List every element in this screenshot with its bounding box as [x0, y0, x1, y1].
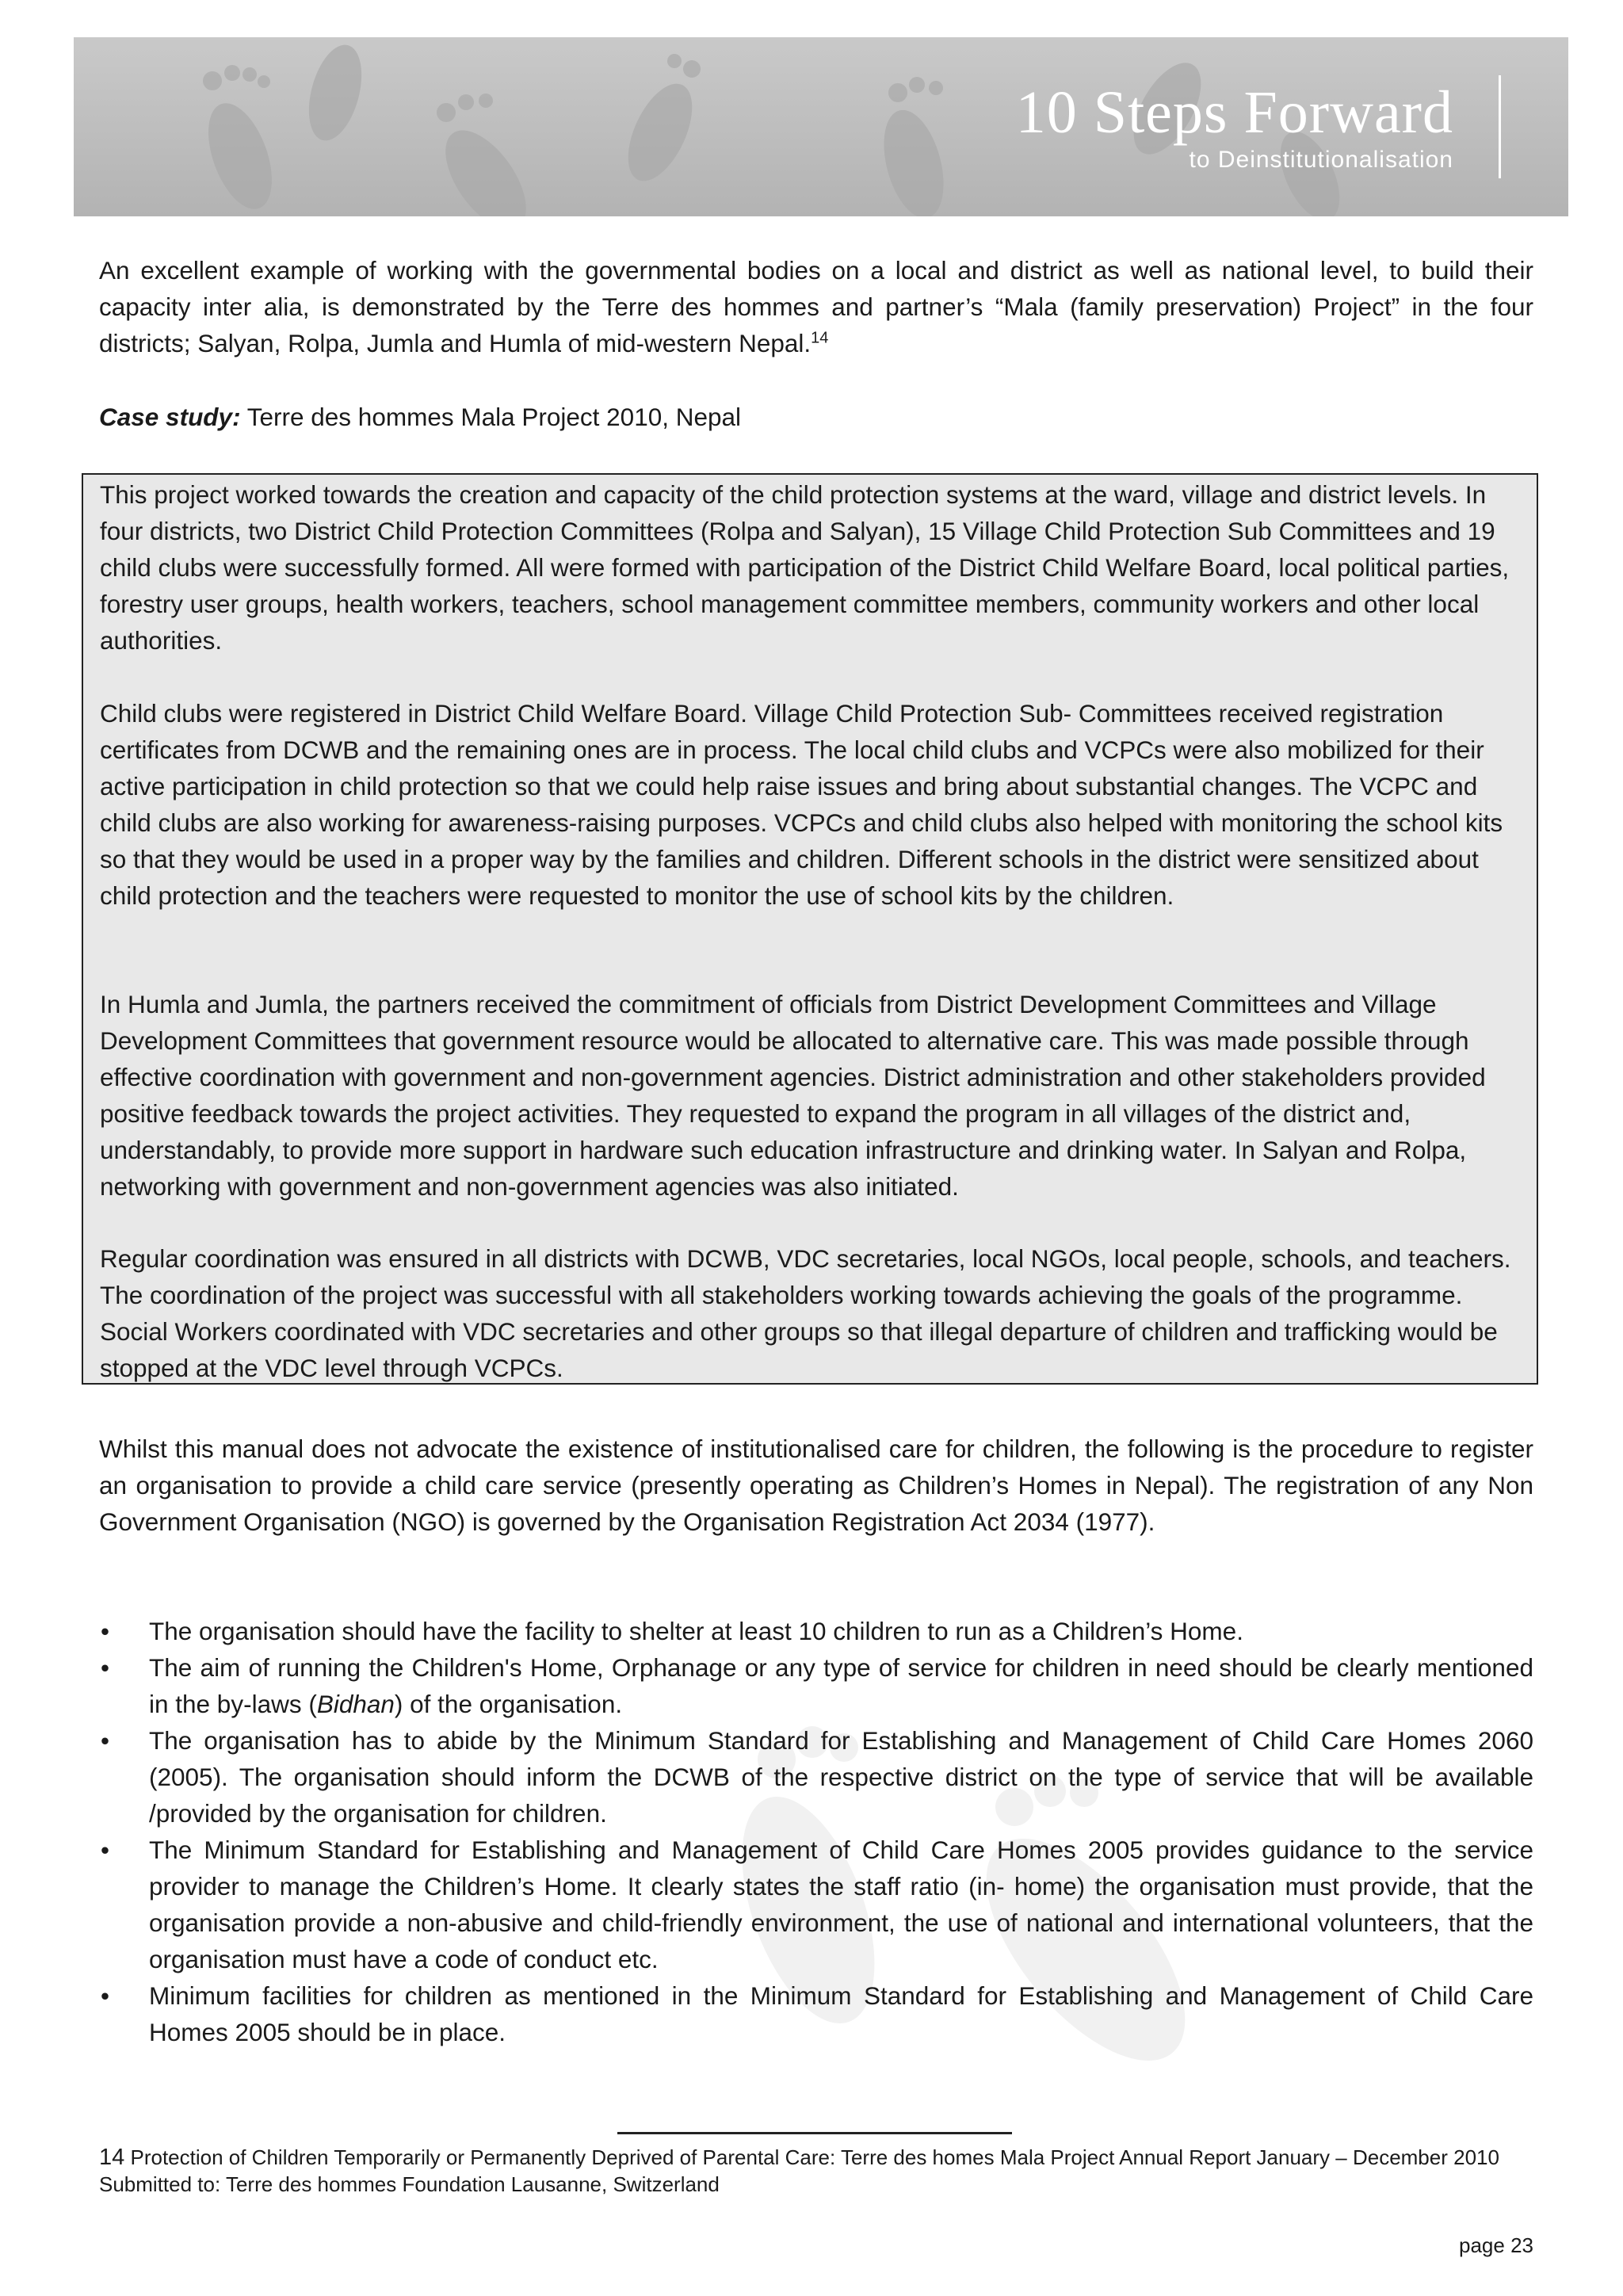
case-study-paragraph: This project worked towards the creation and capacity of the child protection systems at the ward, village and district levels. In four districts, two District Child Protection Committees (Rolpa and Salyan), 15 Village Child Protection Sub Committees and 19 child clubs were successfully formed. All were formed with participation of the District Child Welfare Board, local political parties, forestry user groups, health workers, teachers, school management committee members, community workers and other local authorities.	[100, 480, 1510, 655]
bullet-icon: •	[101, 1836, 110, 1864]
case-study-label: Case study:	[99, 403, 241, 431]
intro-text: An excellent example of working with the governmental bodies on a local and district as well as national level, to build their capacity inter alia, is demonstrated by the Terre des hommes and partner’s “Mala (family preservation) Project” in the four districts; Salyan, Rolpa, Jumla and Humla of mid-western Nepal.	[99, 256, 1533, 357]
list-item-text: The organisation has to abide by the Minimum Standard for Establishing and Management of Child Care Homes 2060 (2005). The organisation should inform the DCWB of the respective district on the type of service that will be available /provided by the organisation for children.	[149, 1726, 1533, 1828]
footnote	[99, 2144, 1533, 2198]
bullet-icon: •	[101, 1981, 110, 2010]
banner-subtitle: to Deinstitutionalisation	[1189, 147, 1453, 173]
page-number: page 23	[1459, 2233, 1533, 2257]
case-study-title: Terre des hommes Mala Project 2010, Nepal	[240, 403, 742, 431]
bullet-icon: •	[101, 1617, 110, 1645]
list-item	[99, 1649, 1533, 1722]
case-study-paragraph: Regular coordination was ensured in all districts with DCWB, VDC secretaries, local NGOs, local people, schools, and teachers. The coordination of the project was successful with all stakeholders working towards achieving the goals of the programme. Social Workers coordinated with VDC secretaries and other groups so that illegal departure of children and trafficking would be stopped at the VDC level through VCPCs.	[100, 1244, 1511, 1382]
case-study-paragraph: In Humla and Jumla, the partners received the commitment of officials from District Development Committees and Village Development Committees that government resource would be allocated to alternative care. This was made possible through effective coordination with government and non-government agencies. District administration and other stakeholders provided positive feedback towards the project activities. They requested to expand the program in all villages of the district and, understandably, to provide more support in hardware such education infrastructure and drinking water. In Salyan and Rolpa, networking with government and non-government agencies was also initiated.	[100, 990, 1486, 1201]
footnote-number: 14	[99, 2145, 125, 2170]
case-study-paragraph: Child clubs were registered in District Child Welfare Board. Village Child Protection Sub- Committees received registration certificates from DCWB and the remaining ones are in process. The local child clubs and VCPCs were also mobilized for their active participation in child protection so that we could help raise issues and bring about substantial changes. The VCPC and child clubs are also working for awareness-raising purposes. VCPCs and child clubs also helped with monitoring the school kits so that they would be used in a proper way by the families and children. Different schools in the district were sensitized about child protection and the teachers were requested to monitor the use of school kits by the children.	[100, 699, 1503, 910]
list-item-text: Minimum facilities for children as mentioned in the Minimum Standard for Establishing and Management of Child Care Homes 2005 should be in place.	[149, 1981, 1533, 2046]
bidhan-term: Bidhan	[316, 1690, 395, 1718]
list-item-text: The aim of running the Children's Home, Orphanage or any type of service for children in need should be clearly mentioned in the by-laws (	[149, 1653, 1533, 1718]
list-item	[99, 1722, 1533, 1832]
header-banner	[74, 37, 1568, 216]
intro-paragraph	[99, 252, 1533, 361]
case-study-box	[82, 473, 1538, 1385]
banner-title: 10 Steps Forward	[1015, 79, 1453, 146]
list-item	[99, 1613, 1533, 1649]
bullet-icon: •	[101, 1653, 110, 1682]
footnote-text: Protection of Children Temporarily or Permanently Deprived of Parental Care: Terre des homes Mala Project Annual Report January – December 2010 Submitted to: Terre des hommes Foundation Lausanne, Switzerland	[99, 2145, 1499, 2196]
banner-divider	[1499, 75, 1501, 178]
list-item	[99, 1977, 1533, 2050]
footnote-divider	[617, 2132, 1012, 2134]
list-item-text: ) of the organisation.	[394, 1690, 623, 1718]
case-study-heading	[99, 399, 1533, 435]
list-item-text: The Minimum Standard for Establishing and Management of Child Care Homes 2005 provides guidance to the service provider to manage the Children’s Home. It clearly states the staff ratio (in- home) the organisation must provide, that the organisation provide a non-abusive and child-friendly environment, the use of national and international volunteers, that the organisation must have a code of conduct etc.	[149, 1836, 1533, 1973]
procedure-paragraph: Whilst this manual does not advocate the existence of institutionalised care for children, the following is the procedure to register an organisation to provide a child care service (presently operating as Children’s Homes in Nepal). The registration of any Non Government Organisation (NGO) is governed by the Organisation Registration Act 2034 (1977).	[99, 1435, 1533, 1536]
bullet-icon: •	[101, 1726, 110, 1755]
footnote-ref[interactable]: 14	[811, 329, 829, 347]
list-item	[99, 1832, 1533, 1977]
requirements-list	[99, 1613, 1533, 2050]
list-item-text: The organisation should have the facility to shelter at least 10 children to run as a Children’s Home.	[149, 1617, 1243, 1645]
